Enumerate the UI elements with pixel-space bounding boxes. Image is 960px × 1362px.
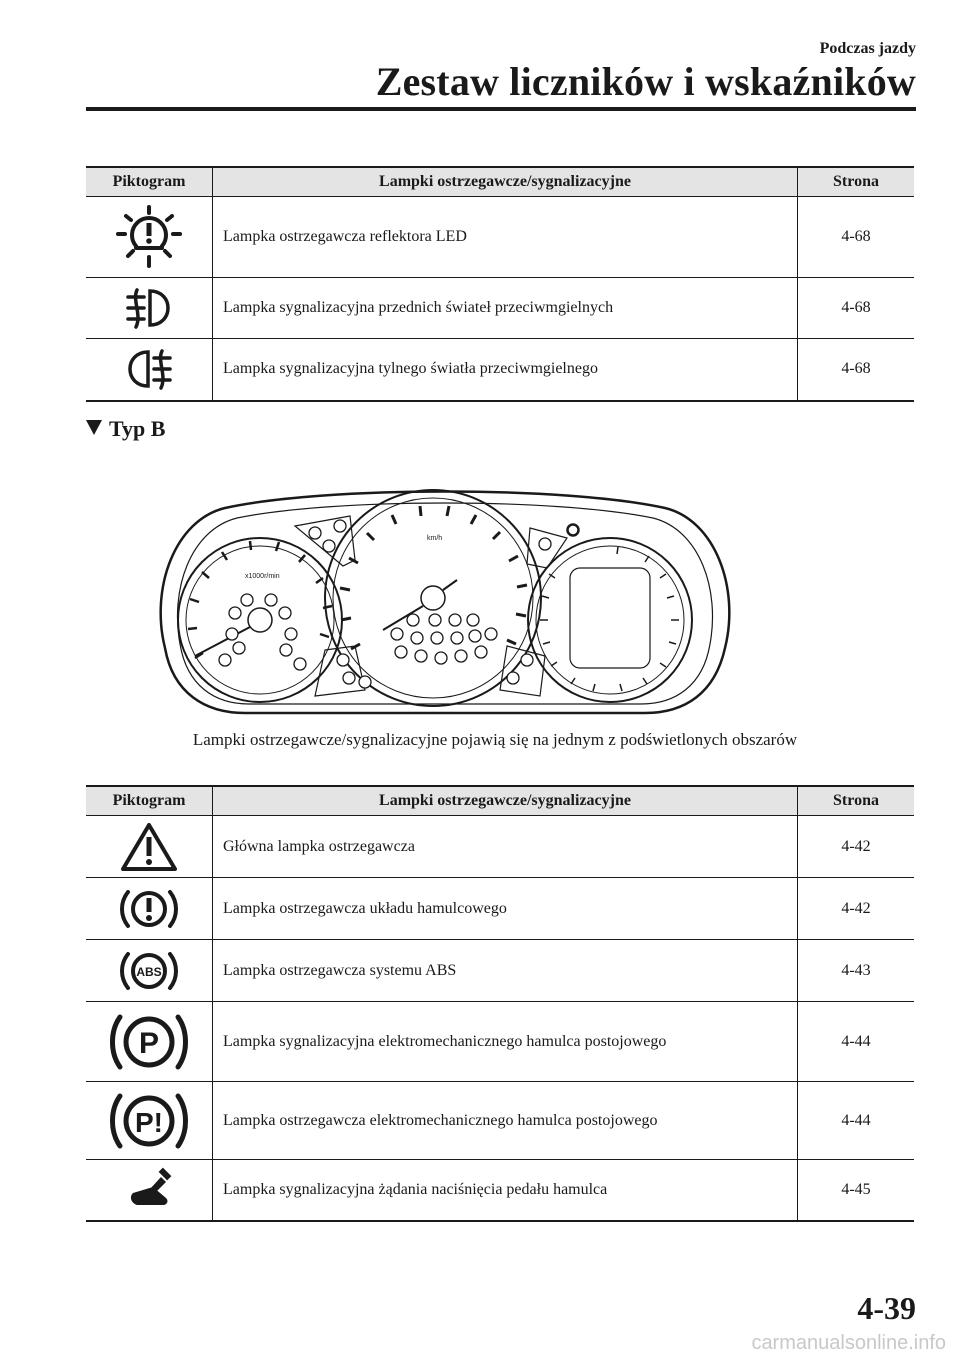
page-reference: 4-44 <box>798 1002 915 1082</box>
indicator-light-positions <box>219 520 579 688</box>
parking-p-label: P <box>138 1026 160 1060</box>
lamp-description: Główna lampka ostrzegawcza <box>213 816 798 878</box>
abs-warning-icon <box>119 946 179 996</box>
page-reference: 4-42 <box>798 878 915 940</box>
col-pictogram: Piktogram <box>86 167 213 197</box>
table-header-row <box>86 786 914 816</box>
indicator-table-b <box>86 785 914 1222</box>
front-fog-light-icon <box>124 285 174 331</box>
cluster-bezel <box>177 503 712 704</box>
table-row <box>86 940 914 1002</box>
tachometer-unit-label: x1000r/min <box>245 573 280 580</box>
lamp-description: Lampka sygnalizacyjna przednich świateł przeciwmgielnych <box>213 278 798 339</box>
table-row <box>86 1160 914 1221</box>
brake-system-warning-icon <box>119 884 179 934</box>
lamp-description: Lampka ostrzegawcza układu hamulcowego <box>213 878 798 940</box>
table-row <box>86 339 914 401</box>
table-row <box>86 278 914 339</box>
page-number: 4-39 <box>857 1290 916 1326</box>
col-page: Strona <box>798 786 915 816</box>
master-warning-icon <box>119 821 179 873</box>
lamp-description: Lampka ostrzegawcza reflektora LED <box>213 197 798 278</box>
table-row <box>86 197 914 278</box>
watermark: carmanualsonline.info <box>751 1332 946 1354</box>
brake-pedal-request-icon <box>119 1167 179 1213</box>
table-row <box>86 816 914 878</box>
rear-fog-light-icon <box>124 346 174 392</box>
table-row <box>86 878 914 940</box>
lamp-description: Lampka sygnalizacyjna żądania naciśnięcia pedału hamulca <box>213 1160 798 1221</box>
col-lamps: Lampki ostrzegawcze/sygnalizacyjne <box>213 167 798 197</box>
page-reference: 4-44 <box>798 1082 915 1160</box>
col-pictogram: Piktogram <box>86 786 213 816</box>
page-reference: 4-45 <box>798 1160 915 1221</box>
page-reference: 4-68 <box>798 278 915 339</box>
parking-p-warning-label: P! <box>135 1106 163 1138</box>
col-lamps: Lampki ostrzegawcze/sygnalizacyjne <box>213 786 798 816</box>
page-reference: 4-68 <box>798 197 915 278</box>
col-page: Strona <box>798 167 915 197</box>
lamp-description: Lampka ostrzegawcza systemu ABS <box>213 940 798 1002</box>
type-b-label: Typ B <box>109 416 166 441</box>
lamp-description: Lampka sygnalizacyjna elektromechanicznego hamulca postojowego <box>213 1002 798 1082</box>
electric-parking-brake-indicator-icon <box>109 1009 189 1075</box>
table-row <box>86 1082 914 1160</box>
table-row <box>86 1002 914 1082</box>
cluster-caption: Lampki ostrzegawcze/sygnalizacyjne pojawią się na jednym z podświetlonych obszarów <box>192 730 798 749</box>
instrument-cluster-illustration <box>155 468 735 718</box>
speedometer-unit-label: km/h <box>427 535 443 542</box>
header-rule <box>86 107 916 111</box>
lamp-description: Lampka sygnalizacyjna tylnego światła przeciwmgielnego <box>213 339 798 401</box>
page-reference: 4-68 <box>798 339 915 401</box>
right-info-gauge <box>528 538 692 702</box>
tachometer-gauge <box>178 538 342 702</box>
lamp-description: Lampka ostrzegawcza elektromechanicznego hamulca postojowego <box>213 1082 798 1160</box>
section-heading-type-b <box>86 416 165 442</box>
triangle-bullet-icon <box>86 420 102 435</box>
page-reference: 4-43 <box>798 940 915 1002</box>
page-title: Zestaw liczników i wskaźników <box>375 59 916 104</box>
page-reference: 4-42 <box>798 816 915 878</box>
table-header-row <box>86 167 914 197</box>
speedometer-ticks <box>340 506 527 649</box>
led-headlight-warning-icon <box>114 204 184 270</box>
indicator-table-a <box>86 166 914 402</box>
tachometer-ticks <box>188 541 332 658</box>
section-label: Podczas jazdy <box>819 40 916 57</box>
abs-label: ABS <box>136 964 162 979</box>
electric-parking-brake-warning-icon <box>109 1088 189 1154</box>
